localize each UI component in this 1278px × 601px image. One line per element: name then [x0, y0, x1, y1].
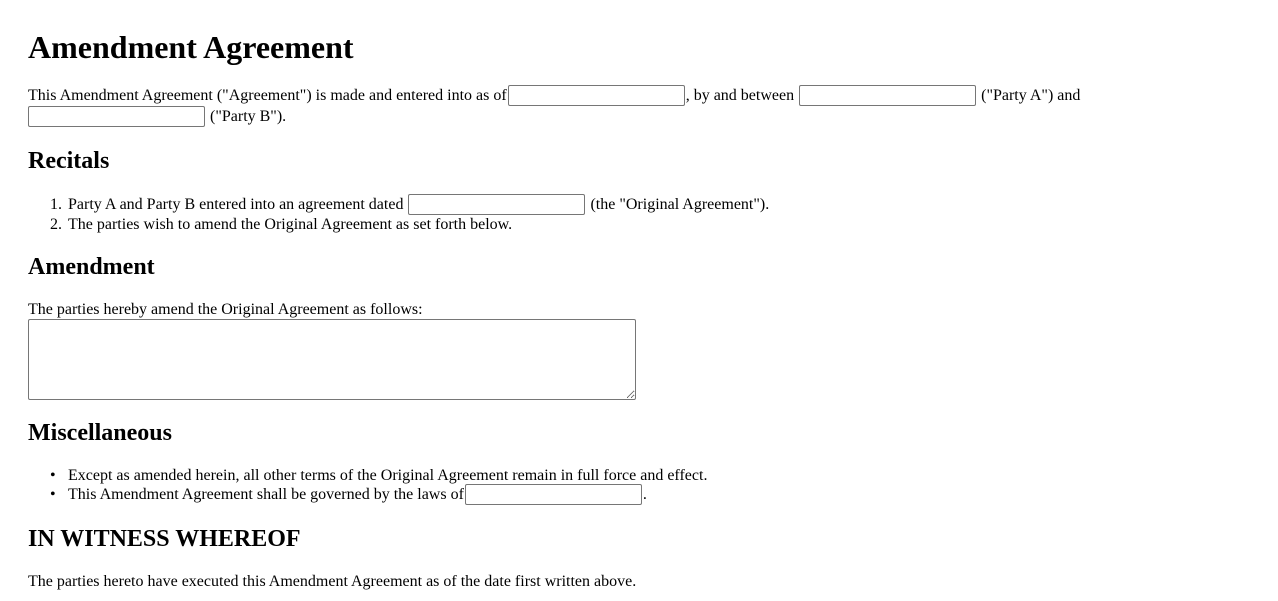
amendment-text: The parties hereby amend the Original Agreement as follows: — [28, 301, 423, 318]
intro-paragraph-continued — [28, 107, 286, 128]
recital-item-2 — [68, 215, 512, 235]
amendment-heading: Amendment — [28, 254, 155, 280]
intro-text-2: , by and between — [685, 87, 795, 105]
recital-1-text-after: (the "Original Agreement"). — [590, 196, 770, 214]
original-agreement-date-input[interactable] — [408, 194, 585, 215]
witness-heading: IN WITNESS WHEREOF — [28, 526, 301, 552]
misc-item-1 — [68, 466, 707, 486]
intro-text-4: ("Party B"). — [210, 108, 287, 126]
recitals-heading: Recitals — [28, 148, 110, 174]
recital-marker-2: 2. — [50, 216, 62, 233]
party-b-input[interactable] — [28, 106, 205, 127]
recital-item-1 — [68, 195, 769, 216]
page-title: Amendment Agreement — [28, 29, 354, 65]
miscellaneous-heading: Miscellaneous — [28, 420, 172, 446]
intro-paragraph — [28, 86, 1080, 107]
witness-text: The parties hereto have executed this Amendment Agreement as of the date first written above. — [28, 573, 637, 590]
amendment-textarea[interactable] — [28, 319, 636, 400]
misc-bullet-1: • — [50, 467, 56, 484]
misc-1-text: Except as amended herein, all other terms of the Original Agreement remain in full force and effect. — [68, 467, 708, 484]
party-a-input[interactable] — [799, 85, 976, 106]
recital-2-text: The parties wish to amend the Original Agreement as set forth below. — [68, 216, 513, 233]
intro-text-1: This Amendment Agreement ("Agreement") is made and entered into as of — [28, 87, 507, 105]
intro-text-3: ("Party A") and — [981, 87, 1081, 105]
recital-marker-1: 1. — [50, 196, 62, 213]
agreement-date-input[interactable] — [508, 85, 685, 106]
misc-2-text-after: . — [642, 486, 647, 504]
recital-1-text: Party A and Party B entered into an agreement dated — [68, 196, 404, 214]
governing-law-input[interactable] — [465, 484, 642, 505]
misc-2-text: This Amendment Agreement shall be governed by the laws of — [68, 486, 464, 504]
misc-item-2 — [68, 485, 647, 506]
misc-bullet-2: • — [50, 486, 56, 503]
